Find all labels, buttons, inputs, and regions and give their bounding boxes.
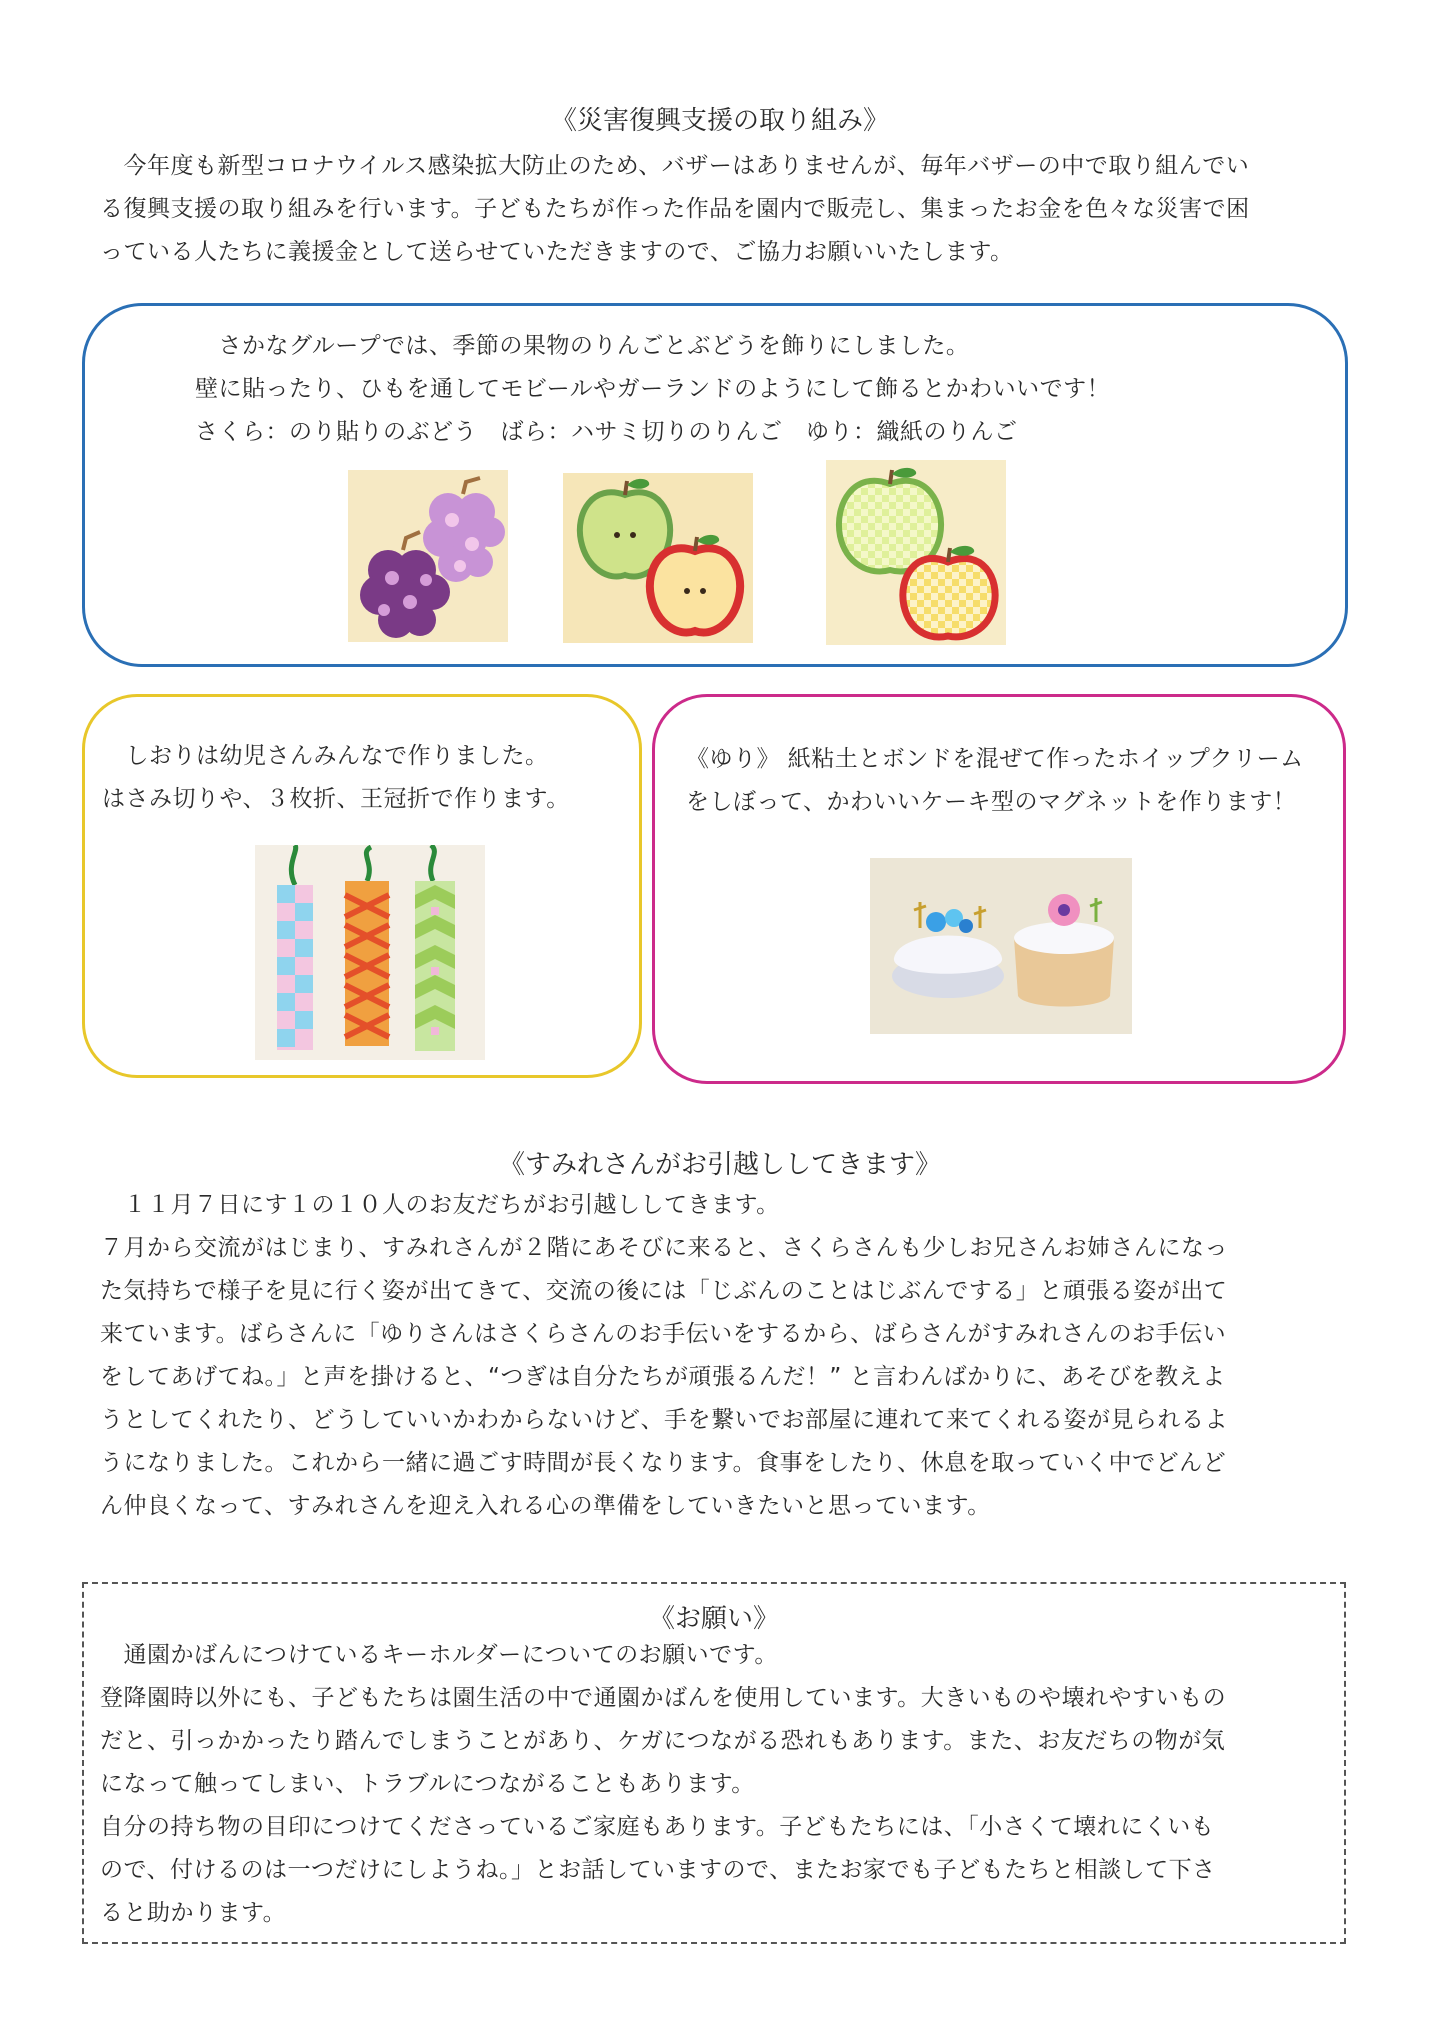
onegai-line: になって触ってしまい、トラブルにつながることもあります。 bbox=[100, 1771, 755, 1797]
onegai-line: 通園かばんにつけているキーホルダーについてのお願いです。 bbox=[100, 1642, 778, 1668]
onegai-title: 《お願い》 bbox=[648, 1604, 779, 1634]
sumire-line: ７月から交流がはじまり、すみれさんが２階にあそびに来ると、さくらさんも少しお兄さんお姉さんになっ bbox=[100, 1235, 1228, 1261]
sumire-line: うとしてくれたり、どうしていいかわからないけど、手を繋いでお部屋に連れて来てくれる姿が見られるよ bbox=[100, 1407, 1228, 1433]
cake-magnet-photo bbox=[870, 858, 1132, 1034]
disaster-paragraph bbox=[100, 145, 1360, 274]
yuri-line: 《ゆり》 紙粘土とボンドを混ぜて作ったホイップクリーム bbox=[686, 746, 1304, 772]
shiori-line: しおりは幼児さんみんなで作りました。 bbox=[102, 743, 549, 769]
sumire-line: をしてあげてね。」と声を掛けると、“つぎは自分たちが頑張るんだ！” と言わんばかりに、あそびを教えよ bbox=[100, 1364, 1226, 1390]
sumire-line: た気持ちで様子を見に行く姿が出てきて、交流の後には「じぶんのことはじぶんでする」と頑張る姿が出て bbox=[100, 1278, 1228, 1304]
bookmark-craft-photo bbox=[255, 845, 485, 1060]
sumire-title: 《すみれさんがお引越ししてきます》 bbox=[498, 1150, 941, 1180]
sumire-paragraph bbox=[100, 1184, 1360, 1528]
sakana-paragraph bbox=[195, 325, 1315, 454]
disaster-line: っている人たちに義援金として送らせていただきますので、ご協力お願いいたします。 bbox=[100, 239, 1014, 265]
apple-cut-craft-photo bbox=[563, 473, 753, 643]
onegai-paragraph bbox=[100, 1634, 1340, 1935]
disaster-title: 《災害復興支援の取り組み》 bbox=[550, 106, 889, 136]
disaster-line: る復興支援の取り組みを行います。子どもたちが作った作品を園内で販売し、集まったお金を色々な災害で困 bbox=[100, 196, 1250, 222]
onegai-line: 登降園時以外にも、子どもたちは園生活の中で通園かばんを使用しています。大きいものや壊れやすいもの bbox=[100, 1685, 1227, 1711]
shiori-paragraph bbox=[102, 735, 622, 821]
onegai-line: ると助かります。 bbox=[100, 1900, 287, 1926]
sumire-line: 来ています。ばらさんに「ゆりさんはさくらさんのお手伝いをするから、ばらさんがすみれさんのお手伝い bbox=[100, 1321, 1227, 1347]
disaster-line: 今年度も新型コロナウイルス感染拡大防止のため、バザーはありませんが、毎年バザーの中で取り組んでい bbox=[100, 153, 1250, 179]
sumire-line: うになりました。これから一緒に過ごす時間が長くなります。食事をしたり、休息を取っていく中でどんど bbox=[100, 1450, 1227, 1476]
sumire-line: ん仲良くなって、すみれさんを迎え入れる心の準備をしていきたいと思っています。 bbox=[100, 1493, 991, 1519]
grape-craft-photo bbox=[348, 470, 508, 642]
yuri-line: をしぼって、かわいいケーキ型のマグネットを作ります！ bbox=[686, 789, 1297, 815]
apple-woven-craft-photo bbox=[826, 460, 1006, 645]
sakana-line: 壁に貼ったり、ひもを通してモビールやガーランドのようにして飾るとかわいいです！ bbox=[195, 376, 1111, 402]
shiori-line: はさみ切りや、３枚折、王冠折で作ります。 bbox=[102, 786, 570, 812]
sumire-line: １１月７日にす１の１０人のお友だちがお引越ししてきます。 bbox=[100, 1192, 780, 1218]
sakana-line: さかなグループでは、季節の果物のりんごとぶどうを飾りにしました。 bbox=[195, 333, 970, 359]
onegai-line: だと、引っかかったり踏んでしまうことがあり、ケガにつながる恐れもあります。また、お友だちの物が気 bbox=[100, 1728, 1226, 1754]
onegai-line: 自分の持ち物の目印につけてくださっているご家庭もあります。子どもたちには、「小さくて壊れにくいも bbox=[100, 1814, 1215, 1840]
sakana-line: さくら：のり貼りのぶどう ばら：ハサミ切りのりんご ゆり：織紙のりんご bbox=[195, 419, 1018, 445]
yuri-paragraph bbox=[686, 738, 1336, 824]
onegai-line: ので、付けるのは一つだけにしようね。」とお話していますので、またお家でも子どもたちと相談して下さ bbox=[100, 1857, 1216, 1883]
